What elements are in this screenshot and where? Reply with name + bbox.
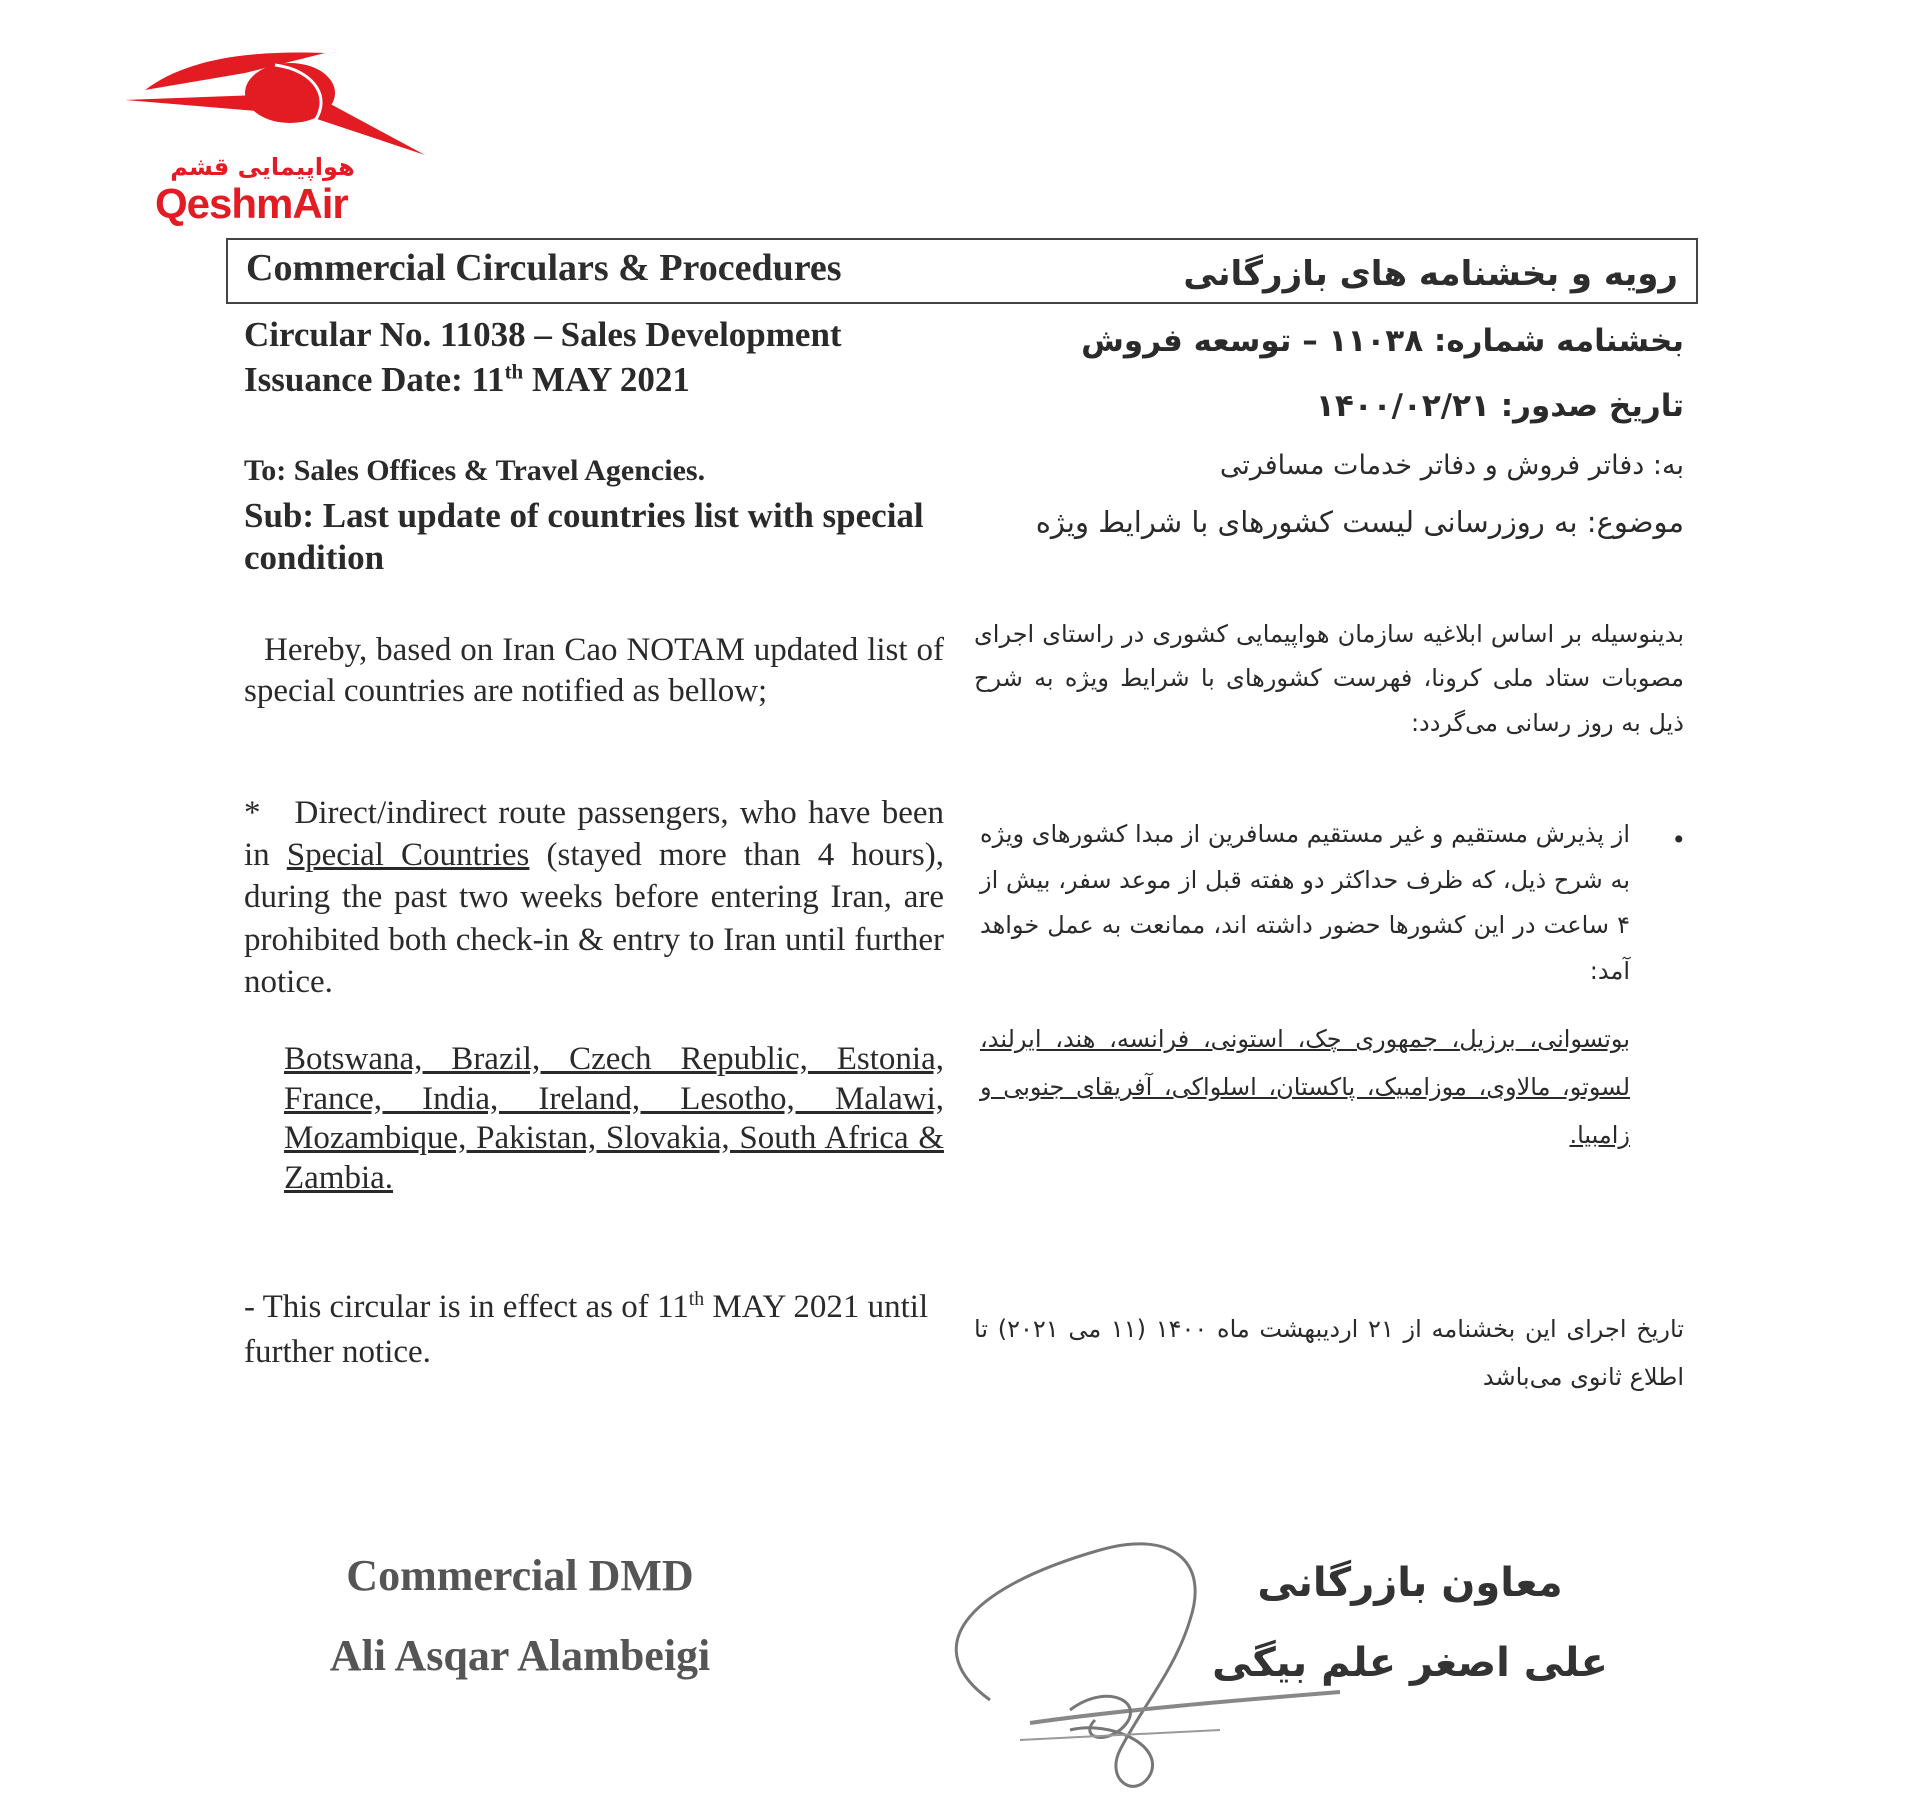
signatory-name-fa: علی اصغر علم بیگی	[1212, 1640, 1608, 1686]
effective-date-en: - This circular is in effect as of 11th MAY 2021 until further notice.	[244, 1288, 929, 1370]
signatory-name-en: Ali Asqar Alambeigi	[329, 1631, 711, 1680]
countries-list-en: Botswana, Brazil, Czech Republic, Estonia, France, India, Ireland, Lesotho, Malawi, Mozambique, Pakistan, Slovakia, South Africa & Zambia.	[284, 1041, 944, 1196]
logo-english-text: QeshmAir	[155, 180, 348, 227]
header-box	[226, 238, 1698, 304]
circular-number-fa: بخشنامه شماره: ۱۱۰۳۸ – توسعه فروش	[1081, 323, 1684, 359]
issuance-date-fa: تاریخ صدور: ۱۴۰۰/۰۲/۲۱	[1315, 388, 1684, 424]
to-line-fa: به: دفاتر فروش و دفاتر خدمات مسافرتی	[1219, 450, 1684, 481]
subject-en: Sub: Last update of countries list with special condition	[244, 496, 924, 577]
rule-paragraph-en: * Direct/indirect route passengers, who have been in Special Countries (stayed more than 4 hours), during the past two weeks before entering Iran, are prohibited both check-in & entry to Iran until further notice.	[244, 795, 944, 1000]
issuance-date-en: Issuance Date: 11th MAY 2021	[244, 359, 690, 399]
intro-paragraph-en: Hereby, based on Iran Cao NOTAM updated list of special countries are notified as bellow;	[244, 632, 944, 710]
circular-number-en: Circular No. 11038 – Sales Development	[244, 315, 842, 354]
logo-persian-text: هواپیمایی قشم	[170, 153, 355, 181]
intro-paragraph-fa: بدینوسیله بر اساس ابلاغیه سازمان هواپیمایی کشوری در راستای اجرای مصوبات ستاد ملی کرونا، فهرست کشورهای با شرایط ویژه به شرح ذیل به روز رسانی می‌گردد:	[974, 620, 1684, 737]
bullet-dot-icon: •	[1673, 823, 1684, 856]
countries-list-fa: بوتسوانی، برزیل، جمهوری چک، استونی، فرانسه، هند، ایرلند، لسوتو، مالاوی، موزامبیک، پاکستان، اسلواکی، آفریقای جنوبی و زامبیا.	[980, 1025, 1630, 1149]
rule-paragraph-fa: از پذیرش مستقیم و غیر مستقیم مسافرین از مبدا کشورهای ویژه به شرح ذیل، که ظرف حداکثر دو هفته قبل از موعد سفر، بیش از ۴ ساعت در این کشورها حضور داشته اند، ممانعت به عمل خواهد آمد:	[980, 820, 1630, 985]
signatory-title-fa: معاون بازرگانی	[1257, 1560, 1563, 1606]
to-line-en: To: Sales Offices & Travel Agencies.	[244, 454, 706, 487]
airplane-logo-icon	[125, 45, 425, 165]
effective-date-fa: تاریخ اجرای این بخشنامه از ۲۱ اردیبهشت ماه ۱۴۰۰ (۱۱ می ۲۰۲۱) تا اطلاع ثانوی می‌باشد	[974, 1315, 1684, 1391]
header-title-en: Commercial Circulars & Procedures	[246, 247, 842, 289]
special-countries-link: Special Countries	[286, 837, 530, 874]
header-title-fa: رویه و بخشنامه های بازرگانی	[1183, 254, 1678, 294]
signatory-title-en: Commercial DMD	[346, 1551, 694, 1600]
handwritten-signature	[920, 1530, 1380, 1800]
subject-fa: موضوع: به روزرسانی لیست کشورهای با شرایط ویژه	[1035, 505, 1684, 539]
qeshm-air-logo	[125, 45, 425, 235]
